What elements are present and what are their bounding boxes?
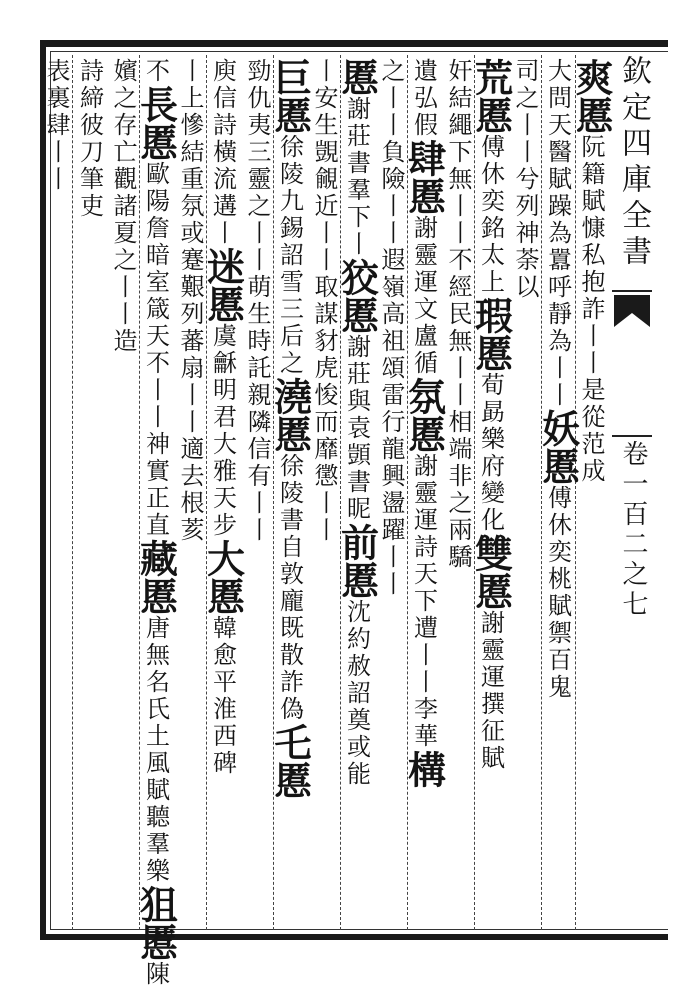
entry-note: 韓愈平淮西碑	[208, 615, 237, 777]
entry-note: 嬪之存亡觀諸夏之丨丨造	[109, 58, 137, 355]
text-column	[401, 58, 447, 788]
entry-term: 巨慝	[267, 58, 313, 134]
entry-note: 唐無名氏土風賦聽羣樂	[141, 615, 170, 885]
entry-term: 構	[401, 750, 447, 788]
fishtail-notch	[614, 313, 650, 327]
entry-note: 沈約赦詔奠或能	[342, 599, 371, 788]
entry-term: 氛慝	[401, 377, 447, 453]
volume-number: 卷一百二之七	[618, 440, 648, 620]
entry-term: 肆慝	[401, 139, 447, 215]
entry-note: 荀勗樂府變化	[476, 372, 505, 534]
entry-note: 遺弘假	[409, 58, 438, 139]
entry-term: 迷慝	[200, 247, 246, 323]
entry-note: 謝靈運詩天下遭丨丨李華	[409, 453, 438, 750]
book-title: 欽定四庫全書	[616, 55, 651, 271]
entry-note: 謝靈運撰征賦	[476, 610, 505, 772]
entry-note: 之丨丨負險丨丨遐嶺高祖頌雷行龍興盪躍丨丨	[377, 58, 405, 598]
entry-term: 長慝	[133, 85, 179, 161]
column-divider	[541, 55, 542, 930]
entry-note: 傅休奕桃賦禦百鬼	[543, 485, 572, 701]
entry-term: 瑕慝	[468, 296, 514, 372]
entry-note: 阮籍賦慷私抱詐丨丨是從范成	[577, 134, 605, 485]
header-rule	[612, 290, 652, 292]
entry-term: 前慝	[334, 523, 380, 599]
column-divider	[340, 55, 341, 930]
entry-note: 謝靈運文盧循	[409, 215, 438, 377]
text-column	[535, 58, 581, 701]
entry-note: 徐陵書自敦龐既散詐偽	[275, 453, 304, 723]
entry-note: 奸結繩下無丨丨不經民無丨丨相端非之兩驕	[444, 58, 472, 571]
entry-term: 乇慝	[267, 723, 313, 799]
page-header	[612, 55, 652, 925]
column-divider	[72, 55, 73, 930]
column-divider	[273, 55, 274, 930]
column-divider	[575, 55, 576, 930]
column-divider	[474, 55, 475, 930]
entry-note: 表裏肆丨丨	[42, 58, 70, 193]
header-rule	[612, 435, 652, 437]
entry-term: 狙慝	[133, 885, 179, 961]
text-column	[133, 58, 179, 988]
entry-note: 丨上慘結重氛或蹇艱列蕃扇丨丨適去根荄	[176, 58, 204, 544]
text-column	[441, 58, 475, 571]
text-column	[106, 58, 140, 355]
entry-note: 丨安生覬覦近丨丨取謀豺虎悛而靡懲丨丨	[310, 58, 338, 544]
entry-note: 徐陵九錫詔雪三后之	[275, 134, 304, 377]
text-column	[267, 58, 313, 799]
entry-term: 大慝	[200, 539, 246, 615]
entry-term: 爽慝	[569, 58, 614, 134]
entry-term: 澆慝	[267, 377, 313, 453]
entry-note: 歐陽詹暗室箴天不丨丨神實正直	[141, 161, 170, 539]
text-column	[39, 58, 73, 193]
entry-note: 庾信詩橫流遘丨	[208, 58, 237, 247]
entry-term: 慝	[334, 58, 380, 96]
entry-note: 陳	[141, 961, 170, 988]
entry-note: 傅休奕銘太上	[476, 134, 505, 296]
column-divider	[139, 55, 140, 930]
entry-term: 妖慝	[535, 409, 581, 485]
entry-term: 狡慝	[334, 258, 380, 334]
entry-term: 雙慝	[468, 534, 514, 610]
fishtail-mark	[614, 295, 650, 313]
entry-term: 藏慝	[133, 539, 179, 615]
column-divider	[407, 55, 408, 930]
text-column	[72, 58, 106, 220]
entry-note: 大問天醫賦躁為囂呼靜為丨丨	[543, 58, 572, 409]
entry-note: 詩締彼刀筆吏	[75, 58, 104, 220]
column-divider	[206, 55, 207, 930]
entry-note: 謝莊與袁顗書昵	[342, 334, 371, 523]
text-column	[468, 58, 514, 772]
entry-note: 勁仇夷三靈之丨丨萌生時託親隣信有丨丨	[243, 58, 271, 544]
text-column	[200, 58, 246, 777]
entry-note: 司之丨丨兮列神荼以	[511, 58, 539, 301]
entry-term: 荒慝	[468, 58, 514, 134]
entry-note: 不	[141, 58, 170, 85]
entry-note: 虞龢明君大雅天步	[208, 323, 237, 539]
text-column	[334, 58, 380, 788]
entry-note: 謝莊書羣下丨	[342, 96, 371, 258]
